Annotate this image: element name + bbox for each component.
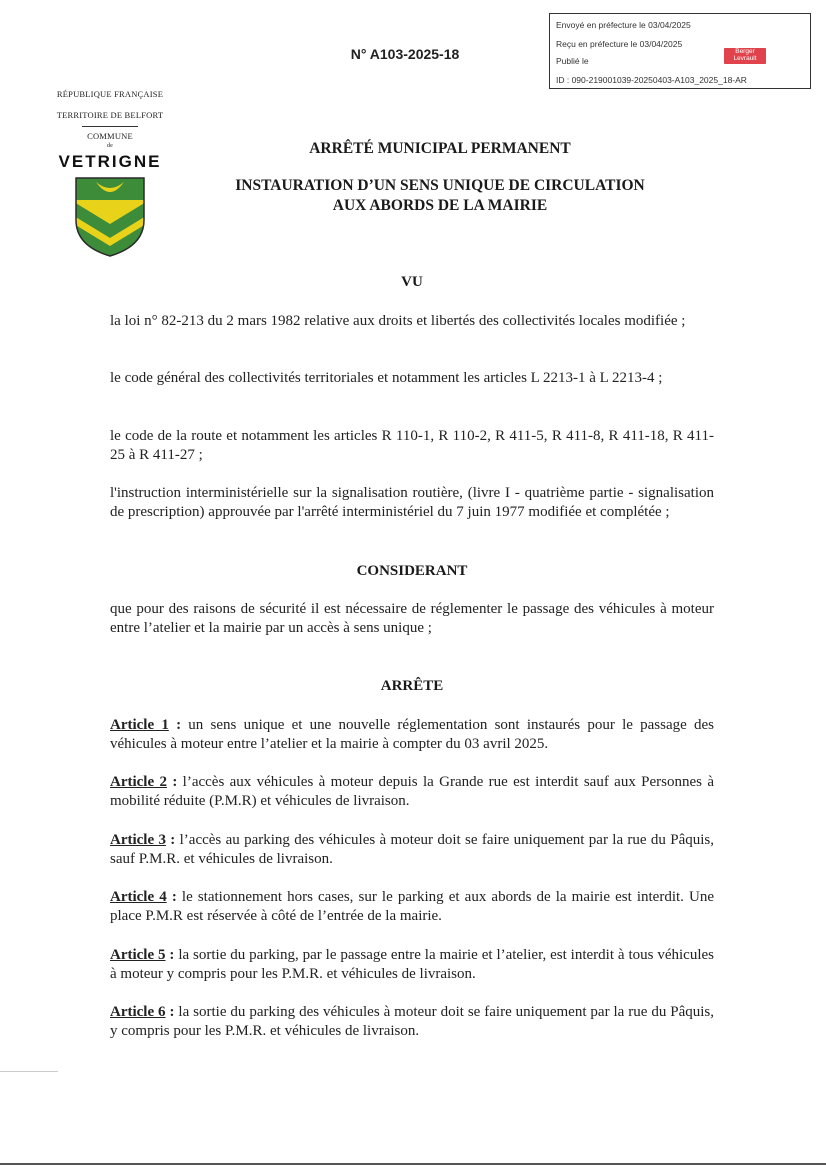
commune-crest-icon xyxy=(74,176,146,258)
vu-item: l'instruction interministérielle sur la signalisation routière, (livre I - quatrième partie - signalisation de prescription) approuvée par l'arrêté interministériel du 7 juin 1977 modifiée et complétée ; xyxy=(110,485,714,520)
considerant-heading: CONSIDERANT xyxy=(356,563,468,579)
article-1: Article 1 : un sens unique et une nouvelle réglementation sont instaurés pour le passage des véhicules à moteur entre l’atelier et la mairie à compter du 03 avril 2025. xyxy=(110,717,714,752)
article-label: Article 4 xyxy=(110,889,167,905)
article-label: Article 1 xyxy=(110,717,169,733)
vu-item: la loi n° 82-213 du 2 mars 1982 relative aux droits et libertés des collectivités locales modifiée ; xyxy=(110,313,686,329)
article-text: l’accès aux véhicules à moteur depuis la Grande rue est interdit sauf aux Personnes à mobilité réduite (P.M.R) et véhicules de livraison. xyxy=(110,774,714,809)
vu-heading: VU xyxy=(401,274,423,290)
article-label: Article 6 xyxy=(110,1004,166,1020)
header-commune-word: COMMUNE xyxy=(87,131,133,141)
stamp-id: ID : 090-219001039-20250403-A103_2025_18-AR xyxy=(556,75,747,85)
stamp-received-date: Reçu en préfecture le 03/04/2025 xyxy=(556,39,683,49)
page-bottom-edge xyxy=(0,1163,826,1165)
vu-item: le code de la route et notamment les articles R 110-1, R 110-2, R 411-5, R 411-8, R 411-18, R 411-25 à R 411-27 ; xyxy=(110,428,714,463)
article-text: la sortie du parking, par le passage entre la mairie et l’atelier, est interdit à tous véhicules à moteur y compris pour les P.M.R. et véhicules de livraison. xyxy=(110,947,714,982)
article-5: Article 5 : la sortie du parking, par le passage entre la mairie et l’atelier, est interdit à tous véhicules à moteur y compris pour les P.M.R. et véhicules de livraison. xyxy=(110,947,714,982)
decree-subject-line-1: INSTAURATION D’UN SENS UNIQUE DE CIRCULATION xyxy=(235,177,645,194)
prefecture-stamp xyxy=(549,13,811,89)
article-label: Article 2 xyxy=(110,774,167,790)
berger-levrault-logo xyxy=(724,48,766,64)
article-3: Article 3 : l’accès au parking des véhicules à moteur doit se faire uniquement par la rue du Pâquis, sauf P.M.R. et véhicules de livraison. xyxy=(110,832,715,867)
decree-subject-line-2: AUX ABORDS DE LA MAIRIE xyxy=(332,197,548,214)
decree-title: ARRÊTÉ MUNICIPAL PERMANENT xyxy=(309,140,571,157)
article-text: la sortie du parking des véhicules à moteur doit se faire uniquement par la rue du Pâquis, y compris pour les P.M.R. et véhicules de livraison. xyxy=(110,1004,715,1039)
article-2: Article 2 : l’accès aux véhicules à moteur depuis la Grande rue est interdit sauf aux Personnes à mobilité réduite (P.M.R) et véhicules de livraison. xyxy=(110,774,714,809)
header-territory: TERRITOIRE DE BELFORT xyxy=(56,110,164,120)
article-label: Article 3 xyxy=(110,832,166,848)
vu-item: le code général des collectivités territoriales et notamment les articles L 2213-1 à L 2213-4 ; xyxy=(110,370,663,386)
considerant-text: que pour des raisons de sécurité il est nécessaire de réglementer le passage des véhicules à moteur entre l’atelier et la mairie par un accès à sens unique ; xyxy=(110,601,714,636)
article-6: Article 6 : la sortie du parking des véhicules à moteur doit se faire uniquement par la rue du Pâquis, y compris pour les P.M.R. et véhicules de livraison. xyxy=(110,1004,715,1039)
article-4: Article 4 : le stationnement hors cases, sur le parking et aux abords de la mairie est interdit. Une place P.M.R est réservée à côté de l’entrée de la mairie. xyxy=(110,889,714,924)
logo-line-1: Berger xyxy=(735,48,755,55)
header-commune-de: de xyxy=(106,143,114,149)
logo-line-2: Levrault xyxy=(733,55,757,62)
header-republic: RÉPUBLIQUE FRANÇAISE xyxy=(56,89,164,99)
article-text: le stationnement hors cases, sur le parking et aux abords de la mairie est interdit. Une place P.M.R est réservée à côté de l’entrée de la mairie. xyxy=(110,889,714,924)
article-label: Article 5 xyxy=(110,947,166,963)
decree-reference: N° A103-2025-18 xyxy=(350,46,460,62)
article-text: l’accès au parking des véhicules à moteur doit se faire uniquement par la rue du Pâquis, sauf P.M.R. et véhicules de livraison. xyxy=(110,832,715,867)
stamp-sent-date: Envoyé en préfecture le 03/04/2025 xyxy=(556,20,691,30)
scan-mark xyxy=(0,1071,58,1072)
header-divider xyxy=(82,126,138,127)
arrete-heading: ARRÊTE xyxy=(380,678,444,694)
article-text: un sens unique et une nouvelle réglementation sont instaurés pour le passage des véhicules à moteur entre l’atelier et la mairie à compter du 03 avril 2025. xyxy=(110,717,714,752)
commune-name: VETRIGNE xyxy=(58,152,162,171)
stamp-published: Publié le xyxy=(556,56,589,66)
